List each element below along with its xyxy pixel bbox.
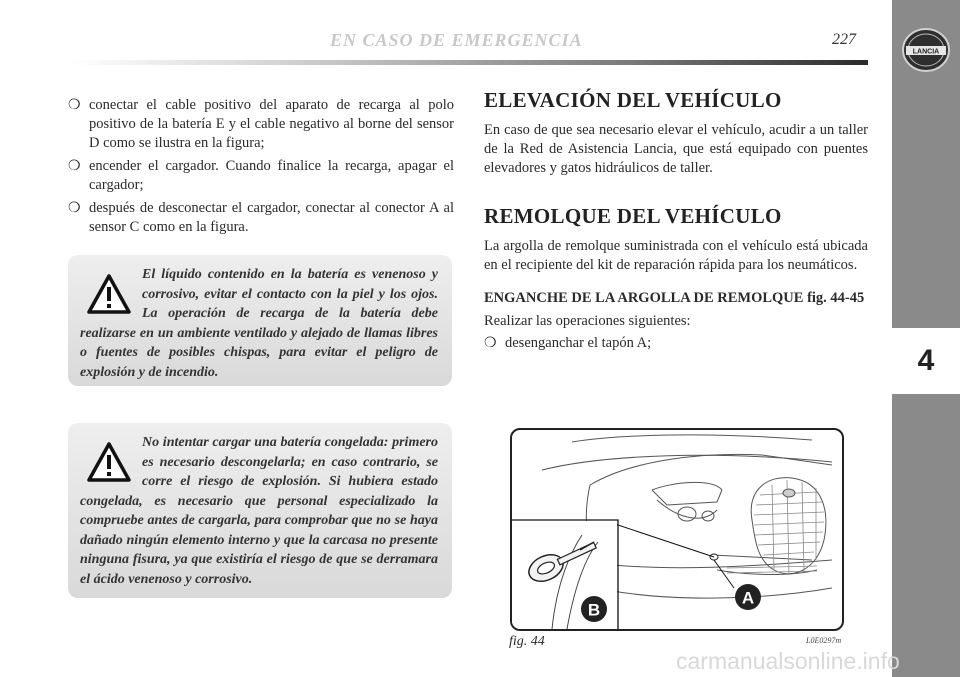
lancia-logo-icon (900, 26, 952, 74)
chapter-sidebar (892, 0, 960, 677)
subheading-enganche: ENGANCHE DE LA ARGOLLA DE REMOLQUE fig. 44-45 (484, 290, 865, 306)
list-item (68, 157, 454, 195)
car-front-illustration (512, 430, 842, 629)
paragraph-remolque: La argolla de remolque suministrada con el vehículo está ubicada en el recipiente del kit de reparación rápida para los neumáticos. (484, 238, 868, 273)
bullet-icon: ❍ (68, 159, 81, 174)
paragraph-intro: Realizar las operaciones siguientes: (484, 313, 691, 329)
bullet-icon: ❍ (68, 98, 81, 113)
section-title-elevacion: ELEVACIÓN DEL VEHÍCULO (484, 88, 782, 112)
chapter-tab[interactable]: 4 (892, 330, 960, 392)
callout-b-label: B (587, 600, 601, 620)
charging-steps-list (68, 96, 454, 241)
list-item-text: encender el cargador. Cuando finalice la recarga, apagar el cargador; (89, 158, 454, 193)
list-item (484, 334, 868, 353)
callout-a-label: A (741, 588, 755, 608)
section-title-remolque: REMOLQUE DEL VEHÍCULO (484, 204, 782, 228)
bullet-icon: ❍ (68, 201, 81, 216)
figure-code: L0E0297m (806, 636, 842, 645)
figure-car-front (510, 428, 844, 631)
list-item-text: conectar el cable positivo del aparato de recarga al polo positivo de la batería E y el cable negativo al borne del sensor D como se ilustra en la figura; (89, 97, 454, 151)
list-item-text: desenganchar el tapón A; (505, 335, 652, 351)
list-item-text: después de desconectar el cargador, conectar al conector A al sensor C como en la figura. (89, 200, 454, 235)
warning-triangle-icon (86, 273, 132, 315)
list-item (68, 199, 454, 237)
warning-triangle-icon (86, 441, 132, 483)
logo-text: LANCIA (912, 48, 940, 56)
warning-box-frozen-battery (68, 423, 452, 598)
paragraph-elevacion: En caso de que sea necesario elevar el vehículo, acudir a un taller de la Red de Asistencia Lancia, que está equipado con puentes elevadores y gatos hidráulicos de taller. (484, 122, 868, 176)
right-column (484, 88, 868, 357)
bullet-icon: ❍ (484, 336, 497, 351)
warning-box-poison (68, 255, 452, 386)
watermark: carmanualsonline.info (676, 648, 900, 674)
header-divider (70, 60, 868, 65)
page-number: 227 (832, 31, 856, 48)
list-item (68, 96, 454, 153)
tab-divider-bottom (892, 392, 960, 394)
callout-a (735, 584, 761, 610)
figure-caption: fig. 44 (509, 634, 545, 649)
running-header: EN CASO DE EMERGENCIA (330, 30, 583, 50)
callout-b (581, 596, 607, 622)
warning-text: El líquido contenido en la batería es venenoso y corrosivo, evitar el contacto con la piel y los ojos. La operación de recarga de la batería debe realizarse en un ambiente ventilado y alejado de llamas libres o fuentes de posibles chispas, para evitar el peligro de explosión y de incendio. (80, 267, 438, 380)
warning-text: No intentar cargar una batería congelada: primero es necesario descongelarla; en caso contrario, se corre el riesgo de explosión. Si hubiera estado congelada, es necesario que personal especializado la compruebe antes de cargarla, para comprobar que no se haya dañado ningún elemento interno y que la carcasa no presente ninguna fisura, ya que existiría el riesgo de que se derramara el ácido venenoso y corrosivo. (80, 435, 438, 587)
